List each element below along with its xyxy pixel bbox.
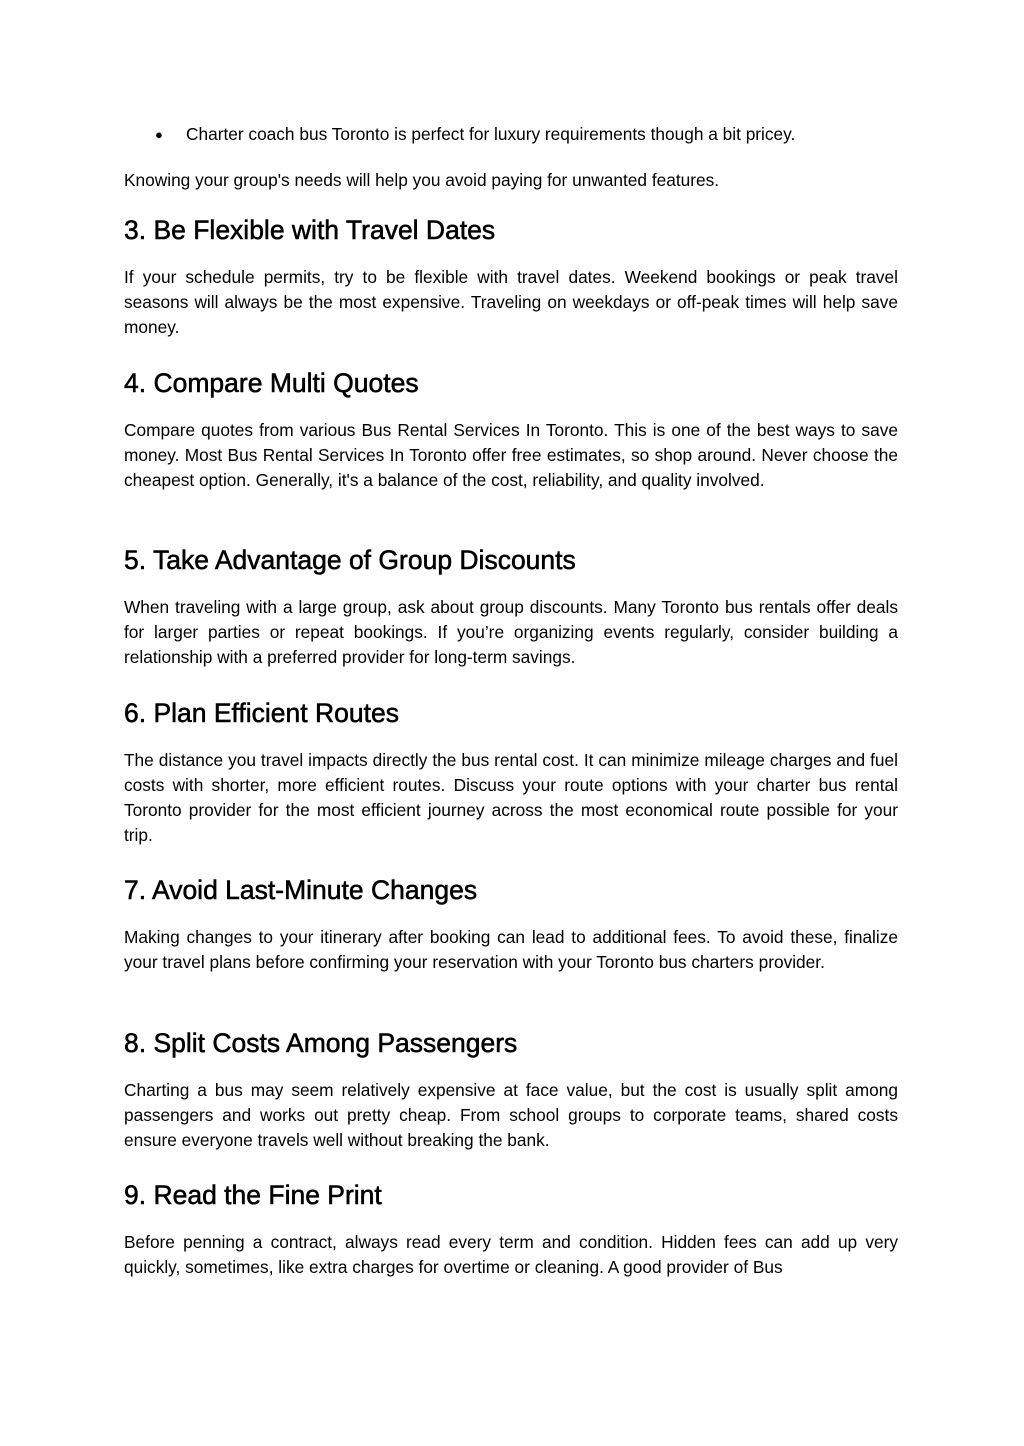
section-heading: 3. Be Flexible with Travel Dates xyxy=(124,215,496,245)
bullet-item xyxy=(124,122,898,147)
section-body: If your schedule permits, try to be flexible with travel dates. Weekend bookings or peak travel seasons will always be the most expensive. Traveling on weekdays or off-peak times will help save money. xyxy=(124,267,898,337)
section-body: The distance you travel impacts directly the bus rental cost. It can minimize mileage charges and fuel costs with shorter, more efficient routes. Discuss your route options with your charter bus rental Toronto provider for the most efficient journey across the most economical route possible for your trip. xyxy=(124,750,898,845)
section-fine-print xyxy=(124,1178,898,1280)
bullet-dot-icon: ● xyxy=(155,127,163,142)
section-body: Making changes to your itinerary after booking can lead to additional fees. To avoid these, finalize your travel plans before confirming your reservation with your Toronto bus charters provider. xyxy=(124,927,898,972)
section-efficient-routes xyxy=(124,696,898,848)
section-group-discounts xyxy=(124,543,898,670)
section-body: When traveling with a large group, ask about group discounts. Many Toronto bus rentals offer deals for larger parties or repeat bookings. If you’re organizing events regularly, consider building a relationship with a preferred provider for long-term savings. xyxy=(124,597,898,667)
section-last-minute-changes xyxy=(124,873,898,975)
section-heading: 5. Take Advantage of Group Discounts xyxy=(124,545,576,575)
section-compare-quotes xyxy=(124,366,898,493)
section-split-costs xyxy=(124,1026,898,1153)
section-heading: 8. Split Costs Among Passengers xyxy=(124,1028,518,1058)
section-heading: 7. Avoid Last-Minute Changes xyxy=(124,875,478,905)
section-heading: 4. Compare Multi Quotes xyxy=(124,368,419,398)
section-body: Charting a bus may seem relatively expensive at face value, but the cost is usually split among passengers and works out pretty cheap. From school groups to corporate teams, shared costs ensure everyone travels well without breaking the bank. xyxy=(124,1080,898,1150)
section-body: Before penning a contract, always read every term and condition. Hidden fees can add up very quickly, sometimes, like extra charges for overtime or cleaning. A good provider of Bus xyxy=(124,1232,898,1277)
section-heading: 6. Plan Efficient Routes xyxy=(124,698,399,728)
section-flexible-dates xyxy=(124,213,898,340)
bullet-text: Charter coach bus Toronto is perfect for luxury requirements though a bit pricey. xyxy=(186,124,796,144)
intro-paragraph: Knowing your group's needs will help you avoid paying for unwanted features. xyxy=(124,170,720,190)
section-body: Compare quotes from various Bus Rental Services In Toronto. This is one of the best ways to save money. Most Bus Rental Services In Toronto offer free estimates, so shop around. Never choose the cheapest option. Generally, it's a balance of the cost, reliability, and quality involved. xyxy=(124,420,898,490)
section-heading: 9. Read the Fine Print xyxy=(124,1180,382,1210)
bullet-list xyxy=(124,122,898,147)
